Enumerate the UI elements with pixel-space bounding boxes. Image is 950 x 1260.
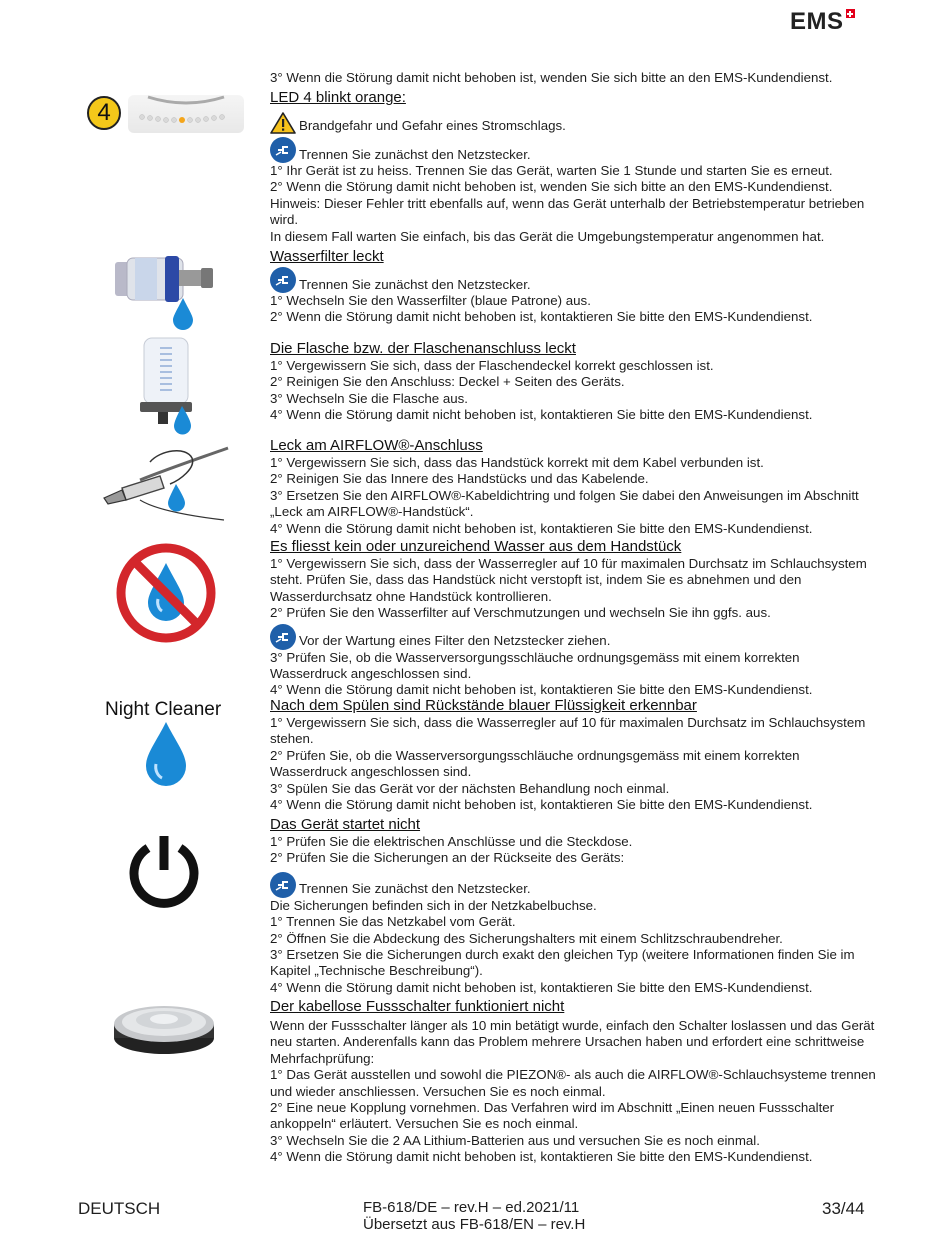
- night-cleaner-label: Night Cleaner: [105, 699, 222, 720]
- led-panel-image: [128, 95, 244, 133]
- unplug-note: [270, 137, 880, 163]
- section-airflow: [270, 437, 880, 537]
- footer-language: DEUTSCH: [78, 1199, 161, 1218]
- text-line: In diesem Fall warten Sie einfach, bis das Gerät die Umgebungstemperatur angenommen hat.: [270, 228, 825, 244]
- warning-note: [270, 112, 880, 134]
- text-line: 4° Wenn die Störung damit nicht behoben ist, kontaktieren Sie bitte den EMS-Kundendienst.: [270, 1149, 813, 1165]
- ems-logo: [790, 8, 855, 35]
- text-line: Die Sicherungen befinden sich in der Netzkabelbuchse.: [270, 897, 597, 913]
- text-line: 3° Wechseln Sie die 2 AA Lithium-Batterien aus und versuchen Sie es noch einmal.: [270, 1132, 760, 1148]
- text-line: 2° Reinigen Sie den Anschluss: Deckel + Seiten des Geräts.: [270, 374, 625, 390]
- unplug-mandatory-icon: [270, 872, 296, 898]
- section-water-filter: [270, 248, 880, 326]
- text-line: 3° Ersetzen Sie den AIRFLOW®-Kabeldichtring und folgen Sie dabei den Anweisungen im Abschnitt: [270, 487, 859, 503]
- text-line: 2° Prüfen Sie, ob die Wasserversorgungsschläuche ordnungsgemäss mit einem korrekten Wasserdruck angeschlossen sind.: [270, 747, 800, 780]
- unplug-mandatory-icon: [270, 137, 296, 163]
- text-line: 2° Wenn die Störung damit nicht behoben ist, kontaktieren Sie bitte den EMS-Kundendienst.: [270, 309, 813, 325]
- text-line: 1° Vergewissern Sie sich, dass der Wasserregler auf 10 für maximalen Durchsatz im Schlauchsystem steht. Prüfen Sie, dass das Handstück nicht verstopft ist, indem Sie es abnehmen und den Wasserdurchsatz ohne Handstück kontrollieren.: [270, 556, 867, 604]
- section-heading: LED 4 blinkt orange:: [270, 89, 406, 106]
- unplug-text: Trennen Sie zunächst den Netzstecker.: [299, 881, 531, 897]
- text-line: 3° Spülen Sie das Gerät vor der nächsten Behandlung noch einmal.: [270, 780, 670, 796]
- text-line: 2° Prüfen Sie den Wasserfilter auf Verschmutzungen und wechseln Sie ihn ggfs. aus.: [270, 605, 771, 621]
- translated-from-line: Übersetzt aus FB-618/EN – rev.H: [363, 1216, 586, 1233]
- text-line: 3° Wenn die Störung damit nicht behoben ist, wenden Sie sich bitte an den EMS-Kundendienst.: [270, 70, 833, 85]
- text-line: 1° Das Gerät ausstellen und sowohl die PIEZON®- als auch die AIRFLOW®-Schlauchsysteme trennen und wieder anschliessen. Versuchen Sie es noch einmal.: [270, 1067, 876, 1099]
- text-line: 2° Prüfen Sie die Sicherungen an der Rückseite des Geräts:: [270, 850, 625, 866]
- unplug-note: [270, 267, 880, 293]
- text-line: 1° Ihr Gerät ist zu heiss. Trennen Sie das Gerät, warten Sie 1 Stunde und starten Sie es erneut.: [270, 163, 833, 178]
- text-line: 1° Trennen Sie das Netzkabel vom Gerät.: [270, 914, 516, 930]
- text-line: 2° Wenn die Störung damit nicht behoben ist, wenden Sie sich bitte an den EMS-Kundendienst.: [270, 179, 833, 195]
- unplug-text: Trennen Sie zunächst den Netzstecker.: [299, 276, 531, 292]
- text-line: 1° Prüfen Sie die elektrischen Anschlüsse und die Steckdose.: [270, 834, 633, 849]
- section-heading: Die Flasche bzw. der Flaschenanschluss leckt: [270, 340, 576, 357]
- section-heading: Leck am AIRFLOW®-Anschluss: [270, 437, 483, 454]
- water-drop-icon: [142, 720, 190, 791]
- unplug-note: [270, 624, 880, 650]
- unplug-text: Trennen Sie zunächst den Netzstecker.: [299, 146, 531, 162]
- text-line: 2° Öffnen Sie die Abdeckung des Sicherungshalters mit einem Schlitzschraubendreher.: [270, 930, 783, 946]
- section-bottle: [270, 340, 880, 424]
- text-line: 2° Eine neue Kopplung vornehmen. Das Verfahren wird im Abschnitt „Einen neuen Fussschalter ankoppeln“ erläutert. Versuchen Sie es noch einmal.: [270, 1100, 835, 1132]
- warning-triangle-icon: [270, 112, 296, 134]
- section-heading: Das Gerät startet nicht: [270, 816, 421, 833]
- text-line: 3° Prüfen Sie, ob die Wasserversorgungsschläuche ordnungsgemäss mit einem korrekten Wasserdruck angeschlossen sind.: [270, 649, 800, 682]
- led-4-badge: 4: [87, 96, 121, 130]
- section-heading: Es fliesst kein oder unzureichend Wasser aus dem Handstück: [270, 538, 682, 555]
- section-heading: Nach dem Spülen sind Rückstände blauer Flüssigkeit erkennbar: [270, 697, 697, 714]
- text-line: 4° Wenn die Störung damit nicht behoben ist, kontaktieren Sie bitte den EMS-Kundendienst.: [270, 520, 813, 536]
- text-line: 1° Vergewissern Sie sich, dass der Flaschendeckel korrekt geschlossen ist.: [270, 358, 714, 373]
- section-no-water: [270, 538, 880, 699]
- text-line: 4° Wenn die Störung damit nicht behoben ist, kontaktieren Sie bitte den EMS-Kundendienst.: [270, 682, 813, 698]
- text-line: 3° Ersetzen Sie die Sicherungen durch exakt den gleichen Typ (weitere Informationen finden Sie im Kapitel „Technische Beschreibung“).: [270, 947, 855, 979]
- logo-text: EMS: [790, 8, 844, 35]
- warning-text: Brandgefahr und Gefahr eines Stromschlags.: [299, 117, 566, 133]
- text-line: 4° Wenn die Störung damit nicht behoben ist, kontaktieren Sie bitte den EMS-Kundendienst.: [270, 979, 813, 995]
- doc-ref-line: FB-618/DE – rev.H – ed.2021/11: [363, 1199, 580, 1216]
- power-icon: [124, 832, 204, 917]
- text-line: „Leck am AIRFLOW®-Handstück“.: [270, 504, 474, 520]
- text-line: 1° Vergewissern Sie sich, dass das Handstück korrekt mit dem Kabel verbunden ist.: [270, 455, 764, 470]
- text-line: 1° Wechseln Sie den Wasserfilter (blaue Patrone) aus.: [270, 293, 591, 308]
- section-no-start: [270, 816, 880, 996]
- unplug-text: Vor der Wartung eines Filter den Netzstecker ziehen.: [299, 633, 611, 649]
- foot-switch-image: [112, 1000, 216, 1061]
- unplug-mandatory-icon: [270, 267, 296, 293]
- water-filter-image: [105, 248, 225, 337]
- page-number: 33/44: [822, 1199, 865, 1218]
- section-led4: [270, 89, 880, 245]
- section-heading: Der kabellose Fussschalter funktioniert nicht: [270, 998, 565, 1015]
- section-foot-switch: [270, 998, 880, 1166]
- no-water-icon: [114, 541, 218, 650]
- handpiece-image: [100, 440, 240, 533]
- text-line: 4° Wenn die Störung damit nicht behoben ist, kontaktieren Sie bitte den EMS-Kundendienst.: [270, 797, 813, 813]
- section-prior: [270, 70, 880, 86]
- section-heading: Wasserfilter leckt: [270, 248, 384, 265]
- text-line: Wenn der Fussschalter länger als 10 min betätigt wurde, einfach den Schalter loslassen und das Gerät neu starten. Anderenfalls kann das Problem mehrere Ursachen haben und erfordert eine schrittweise Mehrfachprüfung:: [270, 1018, 875, 1066]
- swiss-flag-icon: [846, 9, 855, 18]
- text-line: Hinweis: Dieser Fehler tritt ebenfalls auf, wenn das Gerät unterhalb der Betriebstemperatur betrieben wird.: [270, 195, 865, 228]
- footer-doc-ref: [363, 1199, 585, 1233]
- text-line: 3° Wechseln Sie die Flasche aus.: [270, 390, 468, 406]
- text-line: 1° Vergewissern Sie sich, dass die Wasserregler auf 10 für maximalen Durchsatz im Schlauchsystem stehen.: [270, 715, 866, 747]
- text-line: 4° Wenn die Störung damit nicht behoben ist, kontaktieren Sie bitte den EMS-Kundendienst.: [270, 407, 813, 423]
- text-line: 2° Reinigen Sie das Innere des Handstücks und das Kabelende.: [270, 471, 649, 487]
- bottle-image: [138, 336, 202, 445]
- section-night-cleaner: [270, 697, 880, 813]
- unplug-note: [270, 872, 880, 898]
- unplug-mandatory-icon: [270, 624, 296, 650]
